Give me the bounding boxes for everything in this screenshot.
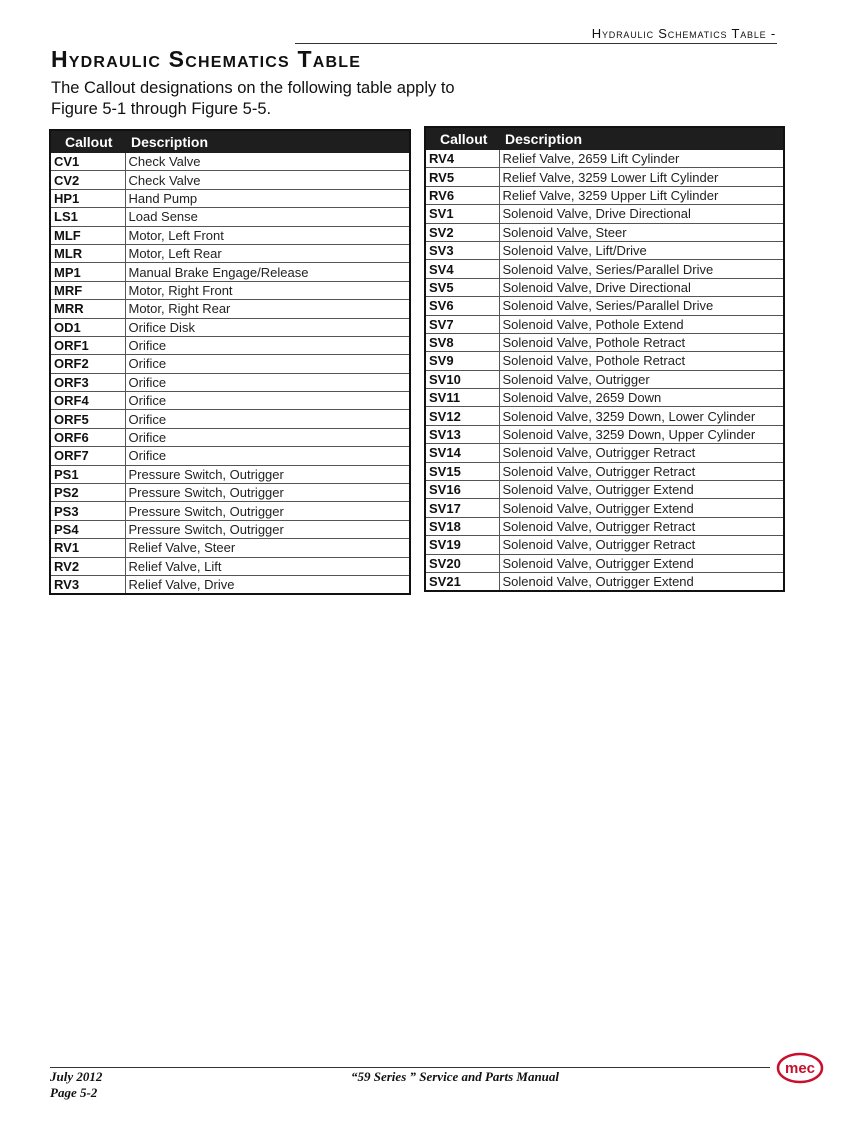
table-row [50, 281, 410, 299]
logo-text: mec [784, 1060, 816, 1077]
callout-code: SV3 [425, 241, 499, 259]
table-row [50, 300, 410, 318]
callout-code: ORF3 [50, 373, 125, 391]
callout-code: OD1 [50, 318, 125, 336]
callout-code: LS1 [50, 208, 125, 226]
callout-description: Relief Valve, 3259 Lower Lift Cylinder [499, 168, 784, 186]
callout-description: Motor, Left Front [125, 226, 410, 244]
callout-code: SV4 [425, 260, 499, 278]
table-row [50, 244, 410, 262]
callout-code: SV9 [425, 352, 499, 370]
callout-description: Solenoid Valve, Outrigger Extend [502, 574, 694, 590]
footer-page-number: Page 5-2 [50, 1085, 98, 1100]
table-row [425, 223, 784, 241]
table-row [425, 572, 784, 591]
callout-code: SV6 [425, 297, 499, 315]
callout-code: SV18 [425, 517, 499, 535]
table-header-row [50, 130, 410, 153]
table-row [425, 297, 784, 315]
callout-code: PS1 [50, 465, 125, 483]
callout-code: ORF7 [50, 447, 125, 465]
table-row [50, 373, 410, 391]
callout-table-right [424, 126, 785, 592]
table-row [425, 444, 784, 462]
callout-code: ORF1 [50, 336, 125, 354]
callout-description: Motor, Left Rear [125, 244, 410, 262]
table-row [50, 575, 410, 594]
callout-code: RV2 [50, 557, 125, 575]
callout-code: SV1 [425, 205, 499, 223]
callout-code: PS2 [50, 484, 125, 502]
table-row [425, 407, 784, 425]
callout-table-left [49, 129, 411, 595]
footer-date: July 2012 [50, 1069, 103, 1084]
callout-code: PS4 [50, 520, 125, 538]
callout-code: SV8 [425, 333, 499, 351]
callout-description: Pressure Switch, Outrigger [125, 465, 410, 483]
table-row [425, 517, 784, 535]
callout-code: RV3 [50, 575, 125, 594]
running-head: Hydraulic Schematics Table - [591, 26, 776, 41]
callout-description: Relief Valve, 3259 Upper Lift Cylinder [499, 186, 784, 204]
table-row [50, 410, 410, 428]
table-row [50, 502, 410, 520]
table-row [50, 336, 410, 354]
callout-code: PS3 [50, 502, 125, 520]
intro-paragraph: The Callout designations on the following table apply to Figure 5-1 through Figure 5-5. [51, 79, 455, 118]
callout-code: SV20 [425, 554, 499, 572]
callout-description: Orifice [125, 336, 410, 354]
callout-code: SV12 [425, 407, 499, 425]
table-row [425, 150, 784, 168]
callout-code: RV5 [425, 168, 499, 186]
callout-code: SV2 [425, 223, 499, 241]
table-row [425, 554, 784, 572]
callout-code: ORF6 [50, 428, 125, 446]
callout-description: Solenoid Valve, Series/Parallel Drive [499, 297, 784, 315]
callout-description: Hand Pump [125, 189, 410, 207]
callout-code: SV11 [425, 389, 499, 407]
callout-description: Solenoid Valve, Pothole Retract [499, 352, 784, 370]
callout-description: Relief Valve, 2659 Lift Cylinder [499, 150, 784, 168]
table-row [425, 186, 784, 204]
column-header-description: Description [125, 130, 410, 153]
callout-code: ORF2 [50, 355, 125, 373]
callout-code: ORF5 [50, 410, 125, 428]
callout-description: Check Valve [125, 153, 410, 171]
callout-description: Solenoid Valve, Drive Directional [499, 205, 784, 223]
table-row [50, 208, 410, 226]
callout-description: Manual Brake Engage/Release [125, 263, 410, 281]
callout-description: Orifice [125, 428, 410, 446]
table-row [425, 260, 784, 278]
table-row [425, 425, 784, 443]
callout-code: MLR [50, 244, 125, 262]
table-row [425, 352, 784, 370]
callout-description: Solenoid Valve, 2659 Down [499, 389, 784, 407]
callout-description: Orifice [125, 410, 410, 428]
table-row [425, 481, 784, 499]
callout-code: SV13 [425, 425, 499, 443]
table-row [50, 428, 410, 446]
callout-description: Solenoid Valve, Lift/Drive [499, 241, 784, 259]
callout-description: Pressure Switch, Outrigger [125, 502, 410, 520]
column-header-description: Description [499, 127, 784, 150]
callout-description: Solenoid Valve, Outrigger Extend [499, 499, 784, 517]
callout-description: Orifice Disk [125, 318, 410, 336]
callout-description: Solenoid Valve, Outrigger [499, 370, 784, 388]
callout-code: RV4 [425, 150, 499, 168]
callout-code: SV19 [425, 536, 499, 554]
callout-code: SV14 [425, 444, 499, 462]
table-row [50, 447, 410, 465]
table-row [50, 557, 410, 575]
callout-code: SV5 [425, 278, 499, 296]
page-title: Hydraulic Schematics Table [51, 46, 362, 72]
callout-code: SV21 [425, 572, 499, 591]
callout-code: MLF [50, 226, 125, 244]
callout-description: Load Sense [125, 208, 410, 226]
header-rule [295, 43, 777, 44]
table-row [50, 355, 410, 373]
table-row [425, 241, 784, 259]
callout-description: Solenoid Valve, Outrigger Retract [499, 444, 784, 462]
callout-description: Check Valve [125, 171, 410, 189]
callout-description: Solenoid Valve, Outrigger Retract [499, 517, 784, 535]
table-row [50, 226, 410, 244]
table-row [425, 389, 784, 407]
table-row [50, 189, 410, 207]
callout-description: Solenoid Valve, Outrigger Extend [499, 554, 784, 572]
callout-description: Solenoid Valve, Outrigger Retract [499, 462, 784, 480]
table-row [425, 168, 784, 186]
callout-description: Orifice [125, 392, 410, 410]
callout-description: Solenoid Valve, Pothole Extend [499, 315, 784, 333]
table-row [425, 205, 784, 223]
callout-code: CV1 [50, 153, 125, 171]
callout-description: Motor, Right Front [125, 281, 410, 299]
callout-description: Motor, Right Rear [125, 300, 410, 318]
callout-description: Solenoid Valve, Outrigger Retract [499, 536, 784, 554]
callout-code: CV2 [50, 171, 125, 189]
callout-description: Pressure Switch, Outrigger [125, 520, 410, 538]
table-row [425, 315, 784, 333]
table-row [50, 520, 410, 538]
callout-description: Relief Valve, Steer [125, 539, 410, 557]
column-header-callout: Callout [425, 127, 499, 150]
callout-code: MP1 [50, 263, 125, 281]
table-row [50, 171, 410, 189]
table-row [425, 333, 784, 351]
callout-description: Orifice [125, 447, 410, 465]
callout-code: SV10 [425, 370, 499, 388]
table-row [425, 536, 784, 554]
column-header-callout: Callout [50, 130, 125, 153]
callout-description: Solenoid Valve, Series/Parallel Drive [499, 260, 784, 278]
callout-description: Pressure Switch, Outrigger [125, 484, 410, 502]
callout-description: Solenoid Valve, Drive Directional [499, 278, 784, 296]
table-row [50, 263, 410, 281]
footer-manual-title: “59 Series ” Service and Parts Manual [351, 1069, 560, 1084]
table-row [425, 370, 784, 388]
table-row [50, 318, 410, 336]
callout-code: RV1 [50, 539, 125, 557]
callout-code: SV7 [425, 315, 499, 333]
mec-logo [776, 1052, 824, 1084]
table-row [425, 499, 784, 517]
callout-code: MRR [50, 300, 125, 318]
callout-code: RV6 [425, 186, 499, 204]
table-row [50, 539, 410, 557]
callout-description: Solenoid Valve, Outrigger Extend [499, 481, 784, 499]
callout-description: Relief Valve, Lift [125, 557, 410, 575]
callout-code: SV15 [425, 462, 499, 480]
callout-code: SV17 [425, 499, 499, 517]
table-header-row [425, 127, 784, 150]
table-row [50, 484, 410, 502]
table-row [425, 462, 784, 480]
callout-code: MRF [50, 281, 125, 299]
callout-description: Relief Valve, Drive [128, 577, 235, 593]
callout-code: HP1 [50, 189, 125, 207]
footer-rule [50, 1067, 770, 1068]
table-row [50, 153, 410, 171]
callout-description: Orifice [125, 355, 410, 373]
callout-description: Solenoid Valve, 3259 Down, Upper Cylinder [499, 425, 784, 443]
table-row [425, 278, 784, 296]
callout-description: Solenoid Valve, Steer [499, 223, 784, 241]
table-row [50, 392, 410, 410]
callout-code: SV16 [425, 481, 499, 499]
callout-description: Solenoid Valve, Pothole Retract [499, 333, 784, 351]
callout-code: ORF4 [50, 392, 125, 410]
callout-description: Orifice [125, 373, 410, 391]
callout-description: Solenoid Valve, 3259 Down, Lower Cylinder [499, 407, 784, 425]
table-row [50, 465, 410, 483]
